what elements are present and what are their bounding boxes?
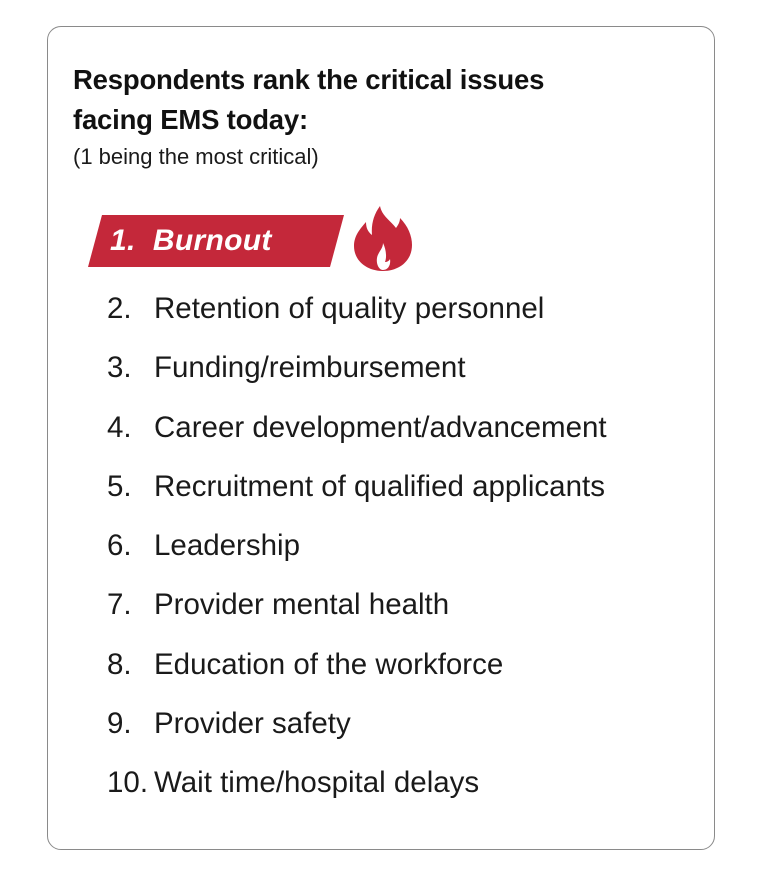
top-issue-badge: [88, 215, 344, 267]
list-item: 8. Education of the workforce: [107, 647, 504, 681]
list-item: 10. Wait time/hospital delays: [107, 766, 480, 800]
page-title: [73, 60, 544, 140]
subtitle: (1 being the most critical): [73, 144, 319, 169]
issues-list: [107, 282, 607, 816]
list-item: 2. Retention of quality personnel: [107, 292, 545, 325]
fire-icon: [352, 204, 414, 272]
title-line-2: facing EMS today:: [73, 104, 308, 135]
list-item: 3. Funding/reimbursement: [107, 351, 466, 385]
top-issue-label: 1. Burnout: [110, 224, 272, 257]
list-item: 7. Provider mental health: [107, 588, 450, 622]
title-line-1: Respondents rank the critical issues: [73, 64, 545, 95]
list-item: 4. Career development/advancement: [107, 410, 607, 444]
list-item: 9. Provider safety: [107, 707, 351, 741]
list-item: 6. Leadership: [107, 529, 300, 563]
list-item: 5. Recruitment of qualified applicants: [107, 469, 605, 503]
